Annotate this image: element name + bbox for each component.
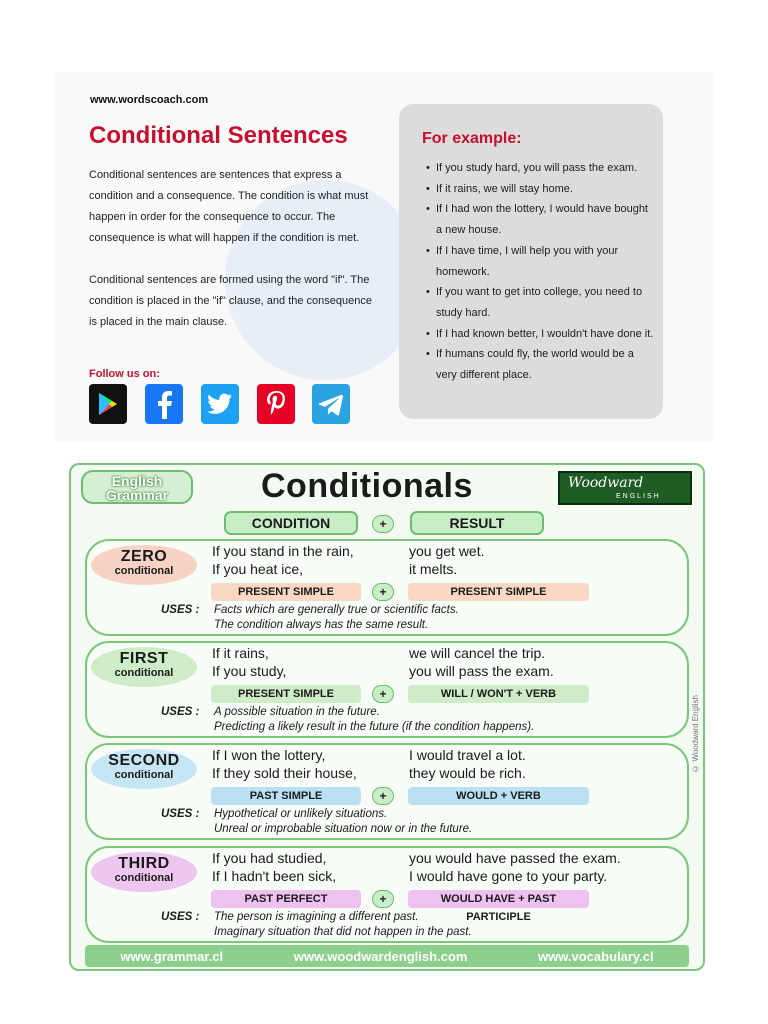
woodward-logo: Woodward ENGLISH	[558, 471, 692, 505]
conditional-panel-second	[85, 743, 689, 840]
conditional-panel-third	[85, 846, 689, 943]
result-example: you will pass the exam.	[409, 663, 554, 679]
list-item: • If I had known better, I wouldn't have done it.	[426, 324, 656, 345]
result-tense: WILL / WON'T + VERB	[408, 685, 589, 703]
plus-sign: +	[372, 685, 394, 703]
condition-header: CONDITION	[224, 511, 358, 535]
result-header: RESULT	[410, 511, 544, 535]
list-item: • If you study hard, you will pass the exam.	[426, 158, 656, 179]
list-item: • If humans could fly, the world would be a very different place.	[426, 344, 656, 385]
uses-text: Imaginary situation that did not happen in the past.	[214, 926, 472, 938]
english-grammar-badge: English Grammar	[81, 470, 193, 504]
result-example: I would travel a lot.	[409, 747, 526, 763]
result-example: it melts.	[409, 561, 458, 577]
condition-example: If they sold their house,	[212, 765, 357, 781]
facebook-icon[interactable]	[145, 384, 183, 424]
condition-tense: PRESENT SIMPLE	[211, 685, 361, 703]
uses-label: USES :	[161, 604, 200, 616]
condition-tense: PAST PERFECT	[211, 890, 361, 908]
condition-tense: PAST SIMPLE	[211, 787, 361, 805]
result-tense: WOULD + VERB	[408, 787, 589, 805]
example-title: For example:	[422, 130, 522, 147]
condition-example: If you study,	[212, 663, 287, 679]
uses-label: USES :	[161, 706, 200, 718]
plus-sign: +	[372, 515, 394, 533]
conditional-type-label: FIRST conditional	[91, 647, 197, 687]
result-example: you get wet.	[409, 543, 485, 559]
example-list	[426, 158, 656, 386]
conditional-panel-first	[85, 641, 689, 738]
intro-paragraph: Conditional sentences are sentences that express a condition and a consequence. The condition is what must happen in order for the consequence to occur. The consequence is what will happen if the condition is met.	[89, 169, 369, 244]
plus-sign: +	[372, 890, 394, 908]
footer-link[interactable]: www.grammar.cl	[120, 948, 224, 964]
condition-example: If I hadn't been sick,	[212, 868, 337, 884]
uses-text: Facts which are generally true or scientific facts.	[214, 604, 459, 616]
plus-sign: +	[372, 583, 394, 601]
conditional-type-label: SECOND conditional	[91, 749, 197, 789]
formation-paragraph: Conditional sentences are formed using the word "if". The condition is placed in the "if" clause, and the consequence is placed in the main clause.	[89, 274, 372, 328]
condition-example: If you stand in the rain,	[212, 543, 354, 559]
conditional-type-label: ZERO conditional	[91, 545, 197, 585]
uses-text: The person is imagining a different past.	[214, 911, 419, 923]
follow-label: Follow us on:	[89, 368, 160, 380]
uses-text: The condition always has the same result.	[214, 619, 429, 631]
result-example: we will cancel the trip.	[409, 645, 546, 661]
twitter-icon[interactable]	[201, 384, 239, 424]
condition-example: If you had studied,	[212, 850, 327, 866]
conditionals-infographic	[69, 463, 705, 971]
plus-sign: +	[372, 787, 394, 805]
google-play-icon[interactable]	[89, 384, 127, 424]
result-example: you would have passed the exam.	[409, 850, 621, 866]
conditional-type-label: THIRD conditional	[91, 852, 197, 892]
uses-text: Hypothetical or unlikely situations.	[214, 808, 388, 820]
page-title: Conditional Sentences	[89, 122, 348, 149]
uses-text: Unreal or improbable situation now or in the future.	[214, 823, 473, 835]
result-example: I would have gone to your party.	[409, 868, 608, 884]
footer-link[interactable]: www.woodwardenglish.com	[293, 948, 468, 964]
uses-label: USES :	[161, 808, 200, 820]
uses-label: USES :	[161, 911, 200, 923]
result-tense: PRESENT SIMPLE	[408, 583, 589, 601]
condition-tense: PRESENT SIMPLE	[211, 583, 361, 601]
footer-links	[85, 945, 689, 967]
telegram-icon[interactable]	[312, 384, 350, 424]
condition-example: If it rains,	[212, 645, 269, 661]
list-item: • If it rains, we will stay home.	[426, 179, 656, 200]
list-item: • If I had won the lottery, I would have bought a new house.	[426, 199, 656, 240]
credit-text: © Woodward English	[691, 695, 700, 773]
uses-text: Predicting a likely result in the future (if the condition happens).	[214, 721, 535, 733]
infographic-title: Conditionals	[261, 467, 473, 505]
condition-example: If I won the lottery,	[212, 747, 326, 763]
pinterest-icon[interactable]	[257, 384, 295, 424]
footer-link[interactable]: www.vocabulary.cl	[538, 948, 654, 964]
list-item: • If you want to get into college, you need to study hard.	[426, 282, 656, 323]
site-url[interactable]: www.wordscoach.com	[90, 94, 209, 106]
list-item: • If I have time, I will help you with your homework.	[426, 241, 656, 282]
uses-text: A possible situation in the future.	[214, 706, 380, 718]
result-example: they would be rich.	[409, 765, 526, 781]
result-tense: WOULD HAVE + PAST PARTICIPLE	[408, 890, 589, 908]
condition-example: If you heat ice,	[212, 561, 304, 577]
conditional-panel-zero	[85, 539, 689, 636]
